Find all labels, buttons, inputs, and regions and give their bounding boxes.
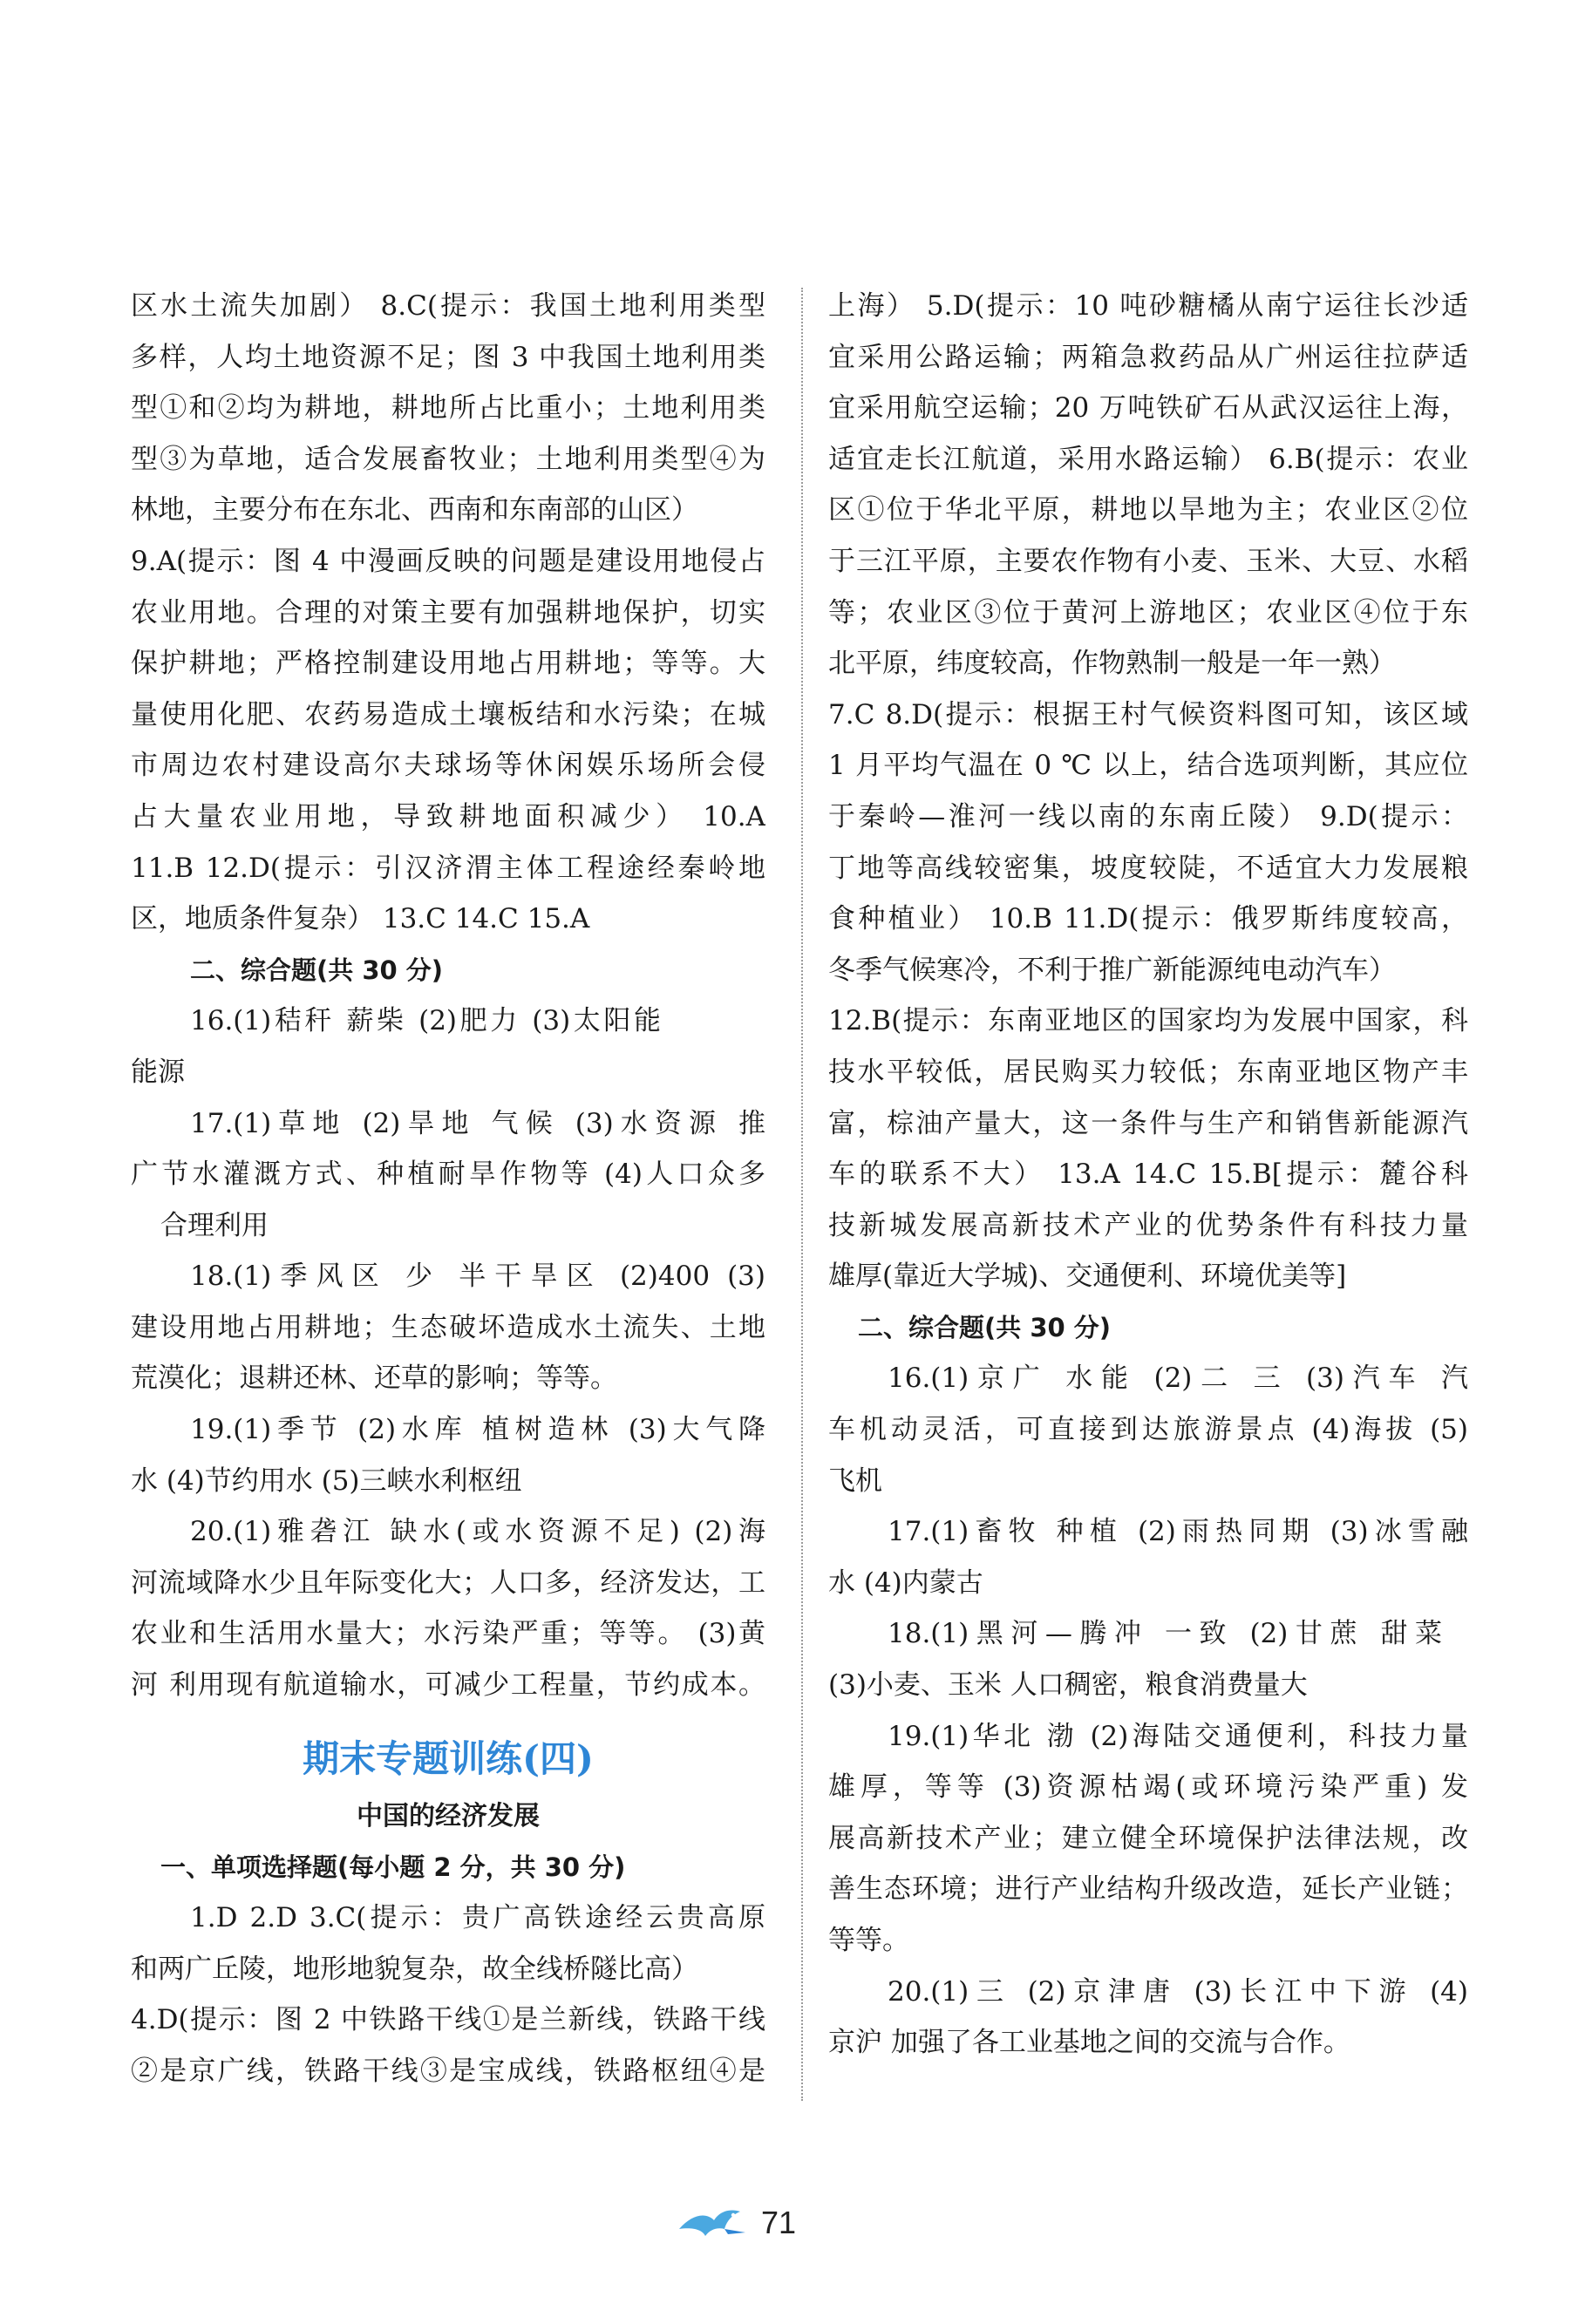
text-line: ②是京广线，铁路干线③是宝成线，铁路枢纽④是 [131, 2056, 765, 2087]
text-line: 冬季气候寒冷，不利于推广新能源纯电动汽车） [828, 954, 1396, 986]
text-line: 型③为草地，适合发展畜牧业；土地利用类型④为 [131, 443, 765, 475]
text-line: 于秦岭—淮河一线以南的东南丘陵） 9.D(提示： [828, 800, 1468, 832]
text-line: 16.(1)秸秆 薪柴 (2)肥力 (3)太阳能 [190, 1005, 661, 1037]
text-line: 河流域降水少且年际变化大；人口多，经济发达，工 [131, 1566, 765, 1599]
text-line: (3)小麦、玉米 人口稠密，粮食消费量大 [828, 1669, 1308, 1702]
text-line: 保护耕地；严格控制建设用地占用耕地；等等。大 [131, 648, 765, 680]
text-line: 荒漠化；退耕还林、还草的影响；等等。 [131, 1362, 617, 1395]
section-heading: 一、单项选择题(每小题 2 分，共 30 分) [160, 1852, 626, 1882]
text-line: 展高新技术产业；建立健全环境保护法律法规，改 [828, 1822, 1468, 1854]
text-line: 19.(1)华北 渤 (2)海陆交通便利，科技力量 [888, 1720, 1468, 1752]
text-line: 京沪 加强了各工业基地之间的交流与合作。 [828, 2027, 1350, 2059]
text-line: 18.(1)黑河—腾冲 一致 (2)甘蔗 甜菜 [888, 1618, 1442, 1650]
text-line: 丁地等高线较密集，坡度较陡，不适宜大力发展粮 [828, 852, 1468, 884]
text-line: 1.D 2.D 3.C(提示：贵广高铁途经云贵高原 [190, 1902, 765, 1934]
text-line: 和两广丘陵，地形地貌复杂，故全线桥隧比高） [131, 1953, 698, 1985]
section-heading: 二、综合题(共 30 分) [190, 955, 444, 985]
text-line: 17.(1)草地 (2)旱地 气候 (3)水资源 推 [190, 1107, 765, 1139]
text-line: 20.(1)雅砻江 缺水(或水资源不足) (2)海 [190, 1516, 765, 1548]
text-line: 1 月平均气温在 0 ℃ 以上，结合选项判断，其应位 [828, 750, 1468, 782]
text-line: 等；农业区③位于黄河上游地区；农业区④位于东 [828, 596, 1468, 629]
text-line: 区水土流失加剧） 8.C(提示：我国土地利用类型 [131, 290, 765, 322]
text-line: 车的联系不大） 13.A 14.C 15.B[提示：麓谷科 [828, 1159, 1468, 1191]
text-line: 技新城发展高新技术产业的优势条件有科技力量 [828, 1209, 1468, 1241]
text-line: 水 (4)内蒙古 [828, 1566, 983, 1599]
text-line: 善生态环境；进行产业结构升级改造，延长产业链； [828, 1873, 1468, 1906]
text-line: 雄厚，等等 (3)资源枯竭(或环境污染严重) 发 [828, 1771, 1468, 1804]
right-column [828, 281, 1468, 2069]
section-heading: 二、综合题(共 30 分) [858, 1312, 1112, 1342]
text-line: 17.(1)畜牧 种植 (2)雨热同期 (3)冰雪融 [888, 1516, 1468, 1548]
text-line: 上海） 5.D(提示：10 吨砂糖橘从南宁运往长沙适 [828, 290, 1468, 322]
text-line: 等等。 [828, 1925, 909, 1956]
text-line: 合理利用 [160, 1209, 269, 1241]
text-line: 7.C 8.D(提示：根据王村气候资料图可知，该区域 [828, 698, 1468, 730]
text-line: 飞机 [828, 1464, 882, 1497]
text-line: 建设用地占用耕地；生态破坏造成水土流失、土地 [131, 1311, 765, 1343]
text-line: 20.(1)三 (2)京津唐 (3)长江中下游 (4) [888, 1975, 1468, 2008]
text-line: 量使用化肥、农药易造成土壤板结和水污染；在城 [131, 698, 765, 730]
text-line: 区，地质条件复杂） 13.C 14.C 15.A [131, 903, 590, 935]
left-column [131, 281, 765, 2097]
text-line: 适宜走长江航道，采用水路运输） 6.B(提示：农业 [828, 443, 1468, 475]
page-footer [676, 2197, 796, 2249]
page-number: 71 [761, 2205, 797, 2240]
text-line: 富，棕油产量大，这一条件与生产和销售新能源汽 [828, 1107, 1468, 1139]
text-line: 于三江平原，主要农作物有小麦、玉米、大豆、水稻 [828, 545, 1468, 577]
text-line: 宜采用航空运输；20 万吨铁矿石从武汉运往上海， [828, 392, 1468, 425]
text-line: 食种植业） 10.B 11.D(提示：俄罗斯纬度较高， [828, 903, 1468, 935]
text-line: 4.D(提示：图 2 中铁路干线①是兰新线，铁路干线 [131, 2004, 765, 2036]
text-line: 技水平较低，居民购买力较低；东南亚地区物产丰 [828, 1056, 1468, 1088]
section-title: 期末专题训练(四) [303, 1736, 594, 1780]
text-line: 12.B(提示：东南亚地区的国家均为发展中国家，科 [828, 1005, 1468, 1037]
text-line: 占大量农业用地，导致耕地面积减少） 10.A [131, 800, 765, 832]
text-line: 能源 [131, 1056, 185, 1088]
text-line: 河 利用现有航道输水，可减少工程量，节约成本。 [131, 1669, 765, 1702]
text-line: 广节水灌溉方式、种植耐旱作物等 (4)人口众多 [131, 1159, 765, 1191]
column-divider [801, 288, 803, 2101]
text-line: 18.(1)季风区 少 半干旱区 (2)400 (3) [190, 1261, 765, 1293]
bird-logo-icon [676, 2203, 749, 2243]
text-line: 多样，人均土地资源不足；图 3 中我国土地利用类 [131, 341, 765, 373]
text-line: 车机动灵活，可直接到达旅游景点 (4)海拔 (5) [828, 1414, 1468, 1446]
text-line: 19.(1)季节 (2)水库 植树造林 (3)大气降 [190, 1414, 765, 1446]
text-line: 型①和②均为耕地，耕地所占比重小；土地利用类 [131, 392, 765, 425]
text-line: 宜采用公路运输；两箱急救药品从广州运往拉萨适 [828, 341, 1468, 373]
text-line: 市周边农村建设高尔夫球场等休闲娱乐场所会侵 [131, 750, 765, 782]
text-line: 11.B 12.D(提示：引汉济渭主体工程途经秦岭地 [131, 852, 765, 884]
text-line: 水 (4)节约用水 (5)三峡水利枢纽 [131, 1464, 522, 1497]
text-line: 林地，主要分布在东北、西南和东南部的山区） [131, 494, 698, 527]
text-line: 北平原，纬度较高，作物熟制一般是一年一熟） [828, 648, 1396, 680]
text-line: 雄厚(靠近大学城)、交通便利、环境优美等] [828, 1261, 1347, 1293]
text-line: 农业和生活用水量大；水污染严重；等等。 (3)黄 [131, 1618, 765, 1650]
text-line: 农业用地。合理的对策主要有加强耕地保护，切实 [131, 596, 765, 629]
text-line: 16.(1)京广 水能 (2)二 三 (3)汽车 汽 [888, 1362, 1468, 1395]
text-line: 区①位于华北平原，耕地以旱地为主；农业区②位 [828, 494, 1468, 527]
section-subtitle: 中国的经济发展 [357, 1800, 540, 1831]
text-line: 9.A(提示：图 4 中漫画反映的问题是建设用地侵占 [131, 545, 765, 577]
